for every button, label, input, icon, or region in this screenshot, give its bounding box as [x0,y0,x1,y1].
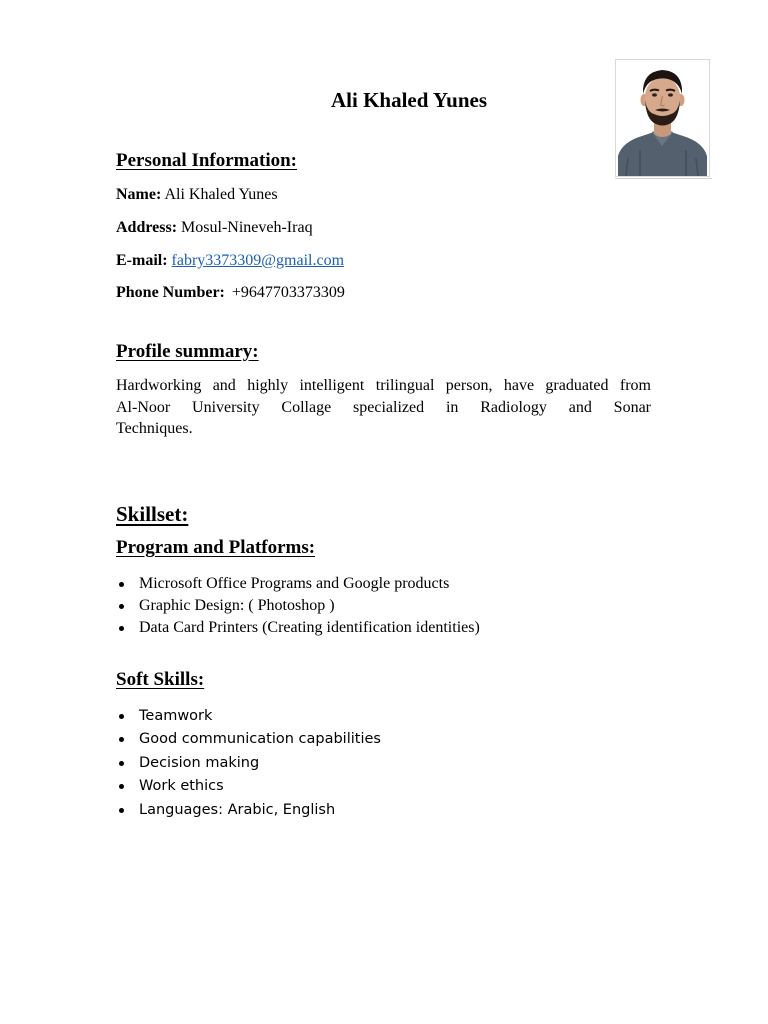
name-label: Name: [116,186,162,203]
email-field [116,252,344,270]
list-item [116,617,480,639]
bullet-icon [119,604,124,609]
list-item-text: Work ethics [139,778,224,795]
name-value: Ali Khaled Yunes [164,186,278,203]
bullet-icon [119,626,124,631]
list-item [116,752,381,775]
photo-underline [615,178,712,179]
list-item-text: Languages: Arabic, English [139,801,336,818]
address-label: Address: [116,219,178,236]
profile-summary-heading: Profile summary: [116,341,259,362]
list-item-text: Good communication capabilities [139,731,381,748]
soft-skills-heading: Soft Skills: [116,669,205,690]
list-item [116,728,381,751]
profile-photo [615,59,710,177]
list-item-text: Data Card Printers (Creating identification identities) [139,619,480,636]
programs-list [116,573,480,639]
name-field [116,186,278,204]
phone-field [116,284,345,302]
list-item-text: Teamwork [139,708,213,724]
list-item [116,573,480,595]
list-item [116,775,381,798]
profile-photo-portrait [616,60,709,176]
list-item-text: Graphic Design: ( Photoshop ) [139,597,335,614]
summary-line: Al-Noor University Collage specialized in Radiology and Sonar [116,398,651,416]
phone-label: Phone Number: [116,284,225,301]
personal-information-heading: Personal Information: [116,150,298,171]
address-field [116,219,313,237]
bullet-icon [119,784,124,789]
bullet-icon [119,737,124,742]
profile-summary-text [116,375,651,440]
list-item [116,595,480,617]
email-link[interactable]: fabry3373309@gmail.com [171,252,345,269]
list-item-text: Microsoft Office Programs and Google products [139,575,450,592]
bullet-icon [119,714,124,719]
programs-heading: Program and Platforms: [116,537,316,558]
phone-value: +9647703373309 [231,284,345,301]
summary-line: Hardworking and highly intelligent trilingual person, have graduated from [116,377,651,394]
resume-name-title: Ali Khaled Yunes [331,88,487,112]
list-item [116,799,381,822]
bullet-icon [119,582,124,587]
soft-skills-list [116,705,381,822]
list-item [116,705,381,728]
bullet-icon [119,808,124,813]
bullet-icon [119,761,124,766]
email-label: E-mail: [116,252,168,269]
address-value: Mosul-Nineveh-Iraq [181,219,313,236]
skillset-heading: Skillset: [116,502,189,526]
summary-line: Techniques. [116,420,193,437]
list-item-text: Decision making [139,754,260,771]
